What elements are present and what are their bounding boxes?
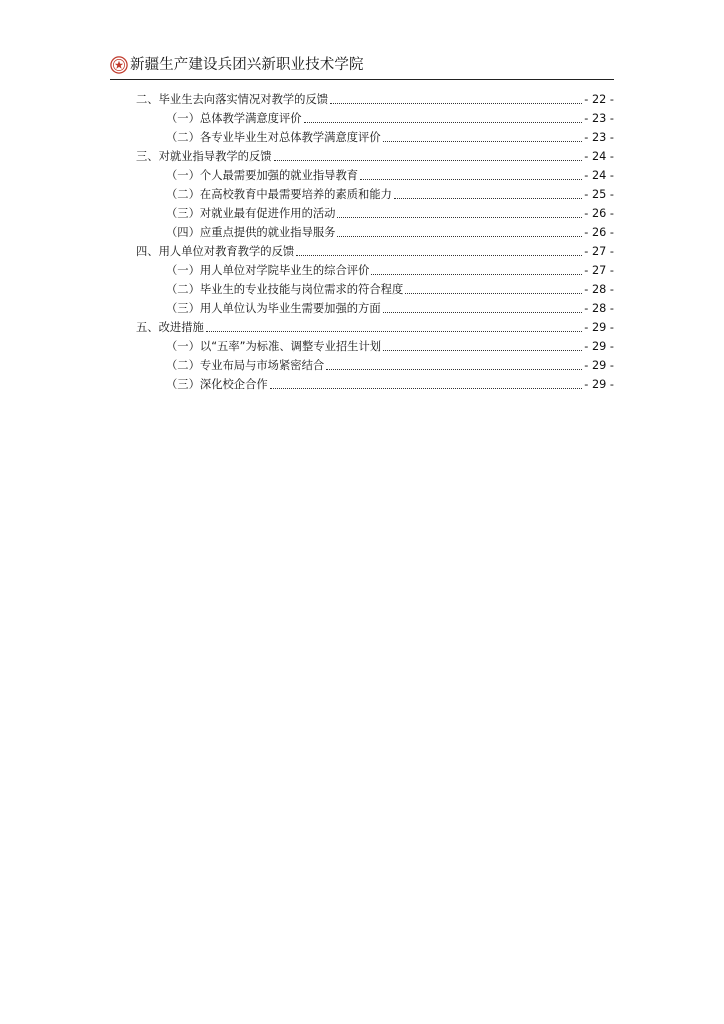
toc-entry[interactable] [166, 335, 614, 354]
toc-entry-page: - 29 - [584, 340, 614, 353]
toc-entry[interactable] [136, 316, 614, 335]
toc-entry-title: （二）毕业生的专业技能与岗位需求的符合程度 [166, 283, 404, 296]
page-header [110, 52, 614, 78]
dot-leader [337, 236, 582, 237]
toc-entry-page: - 26 - [584, 226, 614, 239]
dot-leader [371, 274, 582, 275]
toc-entry[interactable] [166, 259, 614, 278]
dot-leader [326, 369, 582, 370]
toc-entry-title: （一）以“五率”为标准、调整专业招生计划 [166, 340, 382, 353]
toc-entry-page: - 23 - [584, 131, 614, 144]
toc-entry-title: （二）各专业毕业生对总体教学满意度评价 [166, 131, 381, 144]
toc-entry-title: 四、用人单位对教育教学的反馈 [136, 245, 295, 258]
dot-leader [394, 198, 582, 199]
toc-entry-page: - 29 - [584, 378, 614, 391]
toc-entry[interactable] [136, 88, 614, 107]
toc-entry-page: - 27 - [584, 245, 614, 258]
toc-entry-page: - 29 - [584, 359, 614, 372]
toc-entry-page: - 27 - [584, 264, 614, 277]
dot-leader [296, 255, 582, 256]
dot-leader [405, 293, 582, 294]
toc-entry-title: （四）应重点提供的就业指导服务 [166, 226, 336, 239]
toc-entry-page: - 25 - [584, 188, 614, 201]
dot-leader [270, 388, 583, 389]
toc-entry-title: （一）用人单位对学院毕业生的综合评价 [166, 264, 370, 277]
header-divider [110, 79, 614, 80]
toc-entry[interactable] [166, 373, 614, 392]
toc-entry-title: （二）在高校教育中最需要培养的素质和能力 [166, 188, 392, 201]
toc-entry-page: - 29 - [584, 321, 614, 334]
toc-entry[interactable] [166, 183, 614, 202]
dot-leader [206, 331, 582, 332]
toc-entry[interactable] [166, 278, 614, 297]
toc-entry[interactable] [166, 164, 614, 183]
toc-entry-page: - 23 - [584, 112, 614, 125]
dot-leader [360, 179, 582, 180]
toc-entry-title: （一）个人最需要加强的就业指导教育 [166, 169, 359, 182]
toc-entry[interactable] [166, 221, 614, 240]
dot-leader [274, 160, 583, 161]
toc-entry-title: 三、对就业指导教学的反馈 [136, 150, 272, 163]
toc-entry-title: 二、毕业生去向落实情况对教学的反馈 [136, 93, 329, 106]
toc-entry[interactable] [166, 297, 614, 316]
toc-entry-title: 五、改进措施 [136, 321, 204, 334]
toc-entry-page: - 24 - [584, 150, 614, 163]
dot-leader [383, 350, 582, 351]
toc-entry-title: （三）深化校企合作 [166, 378, 268, 391]
toc-entry[interactable] [166, 107, 614, 126]
toc-entry-page: - 26 - [584, 207, 614, 220]
toc-entry[interactable] [136, 240, 614, 259]
toc-entry-title: （二）专业布局与市场紧密结合 [166, 359, 325, 372]
toc-entry-title: （三）用人单位认为毕业生需要加强的方面 [166, 302, 381, 315]
toc-entry-title: （一）总体教学满意度评价 [166, 112, 302, 125]
toc-entry-title: （三）对就业最有促进作用的活动 [166, 207, 336, 220]
toc-entry[interactable] [136, 145, 614, 164]
header-title: 新疆生产建设兵团兴新职业技术学院 [130, 57, 364, 73]
toc-entry[interactable] [166, 126, 614, 145]
toc-entry[interactable] [166, 354, 614, 373]
toc-entry[interactable] [166, 202, 614, 221]
toc-entry-page: - 22 - [584, 93, 614, 106]
toc-entry-page: - 24 - [584, 169, 614, 182]
toc-entry-page: - 28 - [584, 283, 614, 296]
dot-leader [330, 103, 582, 104]
dot-leader [383, 141, 583, 142]
dot-leader [383, 312, 583, 313]
dot-leader [337, 217, 582, 218]
dot-leader [304, 122, 583, 123]
toc-entry-page: - 28 - [584, 302, 614, 315]
college-seal-icon [110, 56, 128, 74]
